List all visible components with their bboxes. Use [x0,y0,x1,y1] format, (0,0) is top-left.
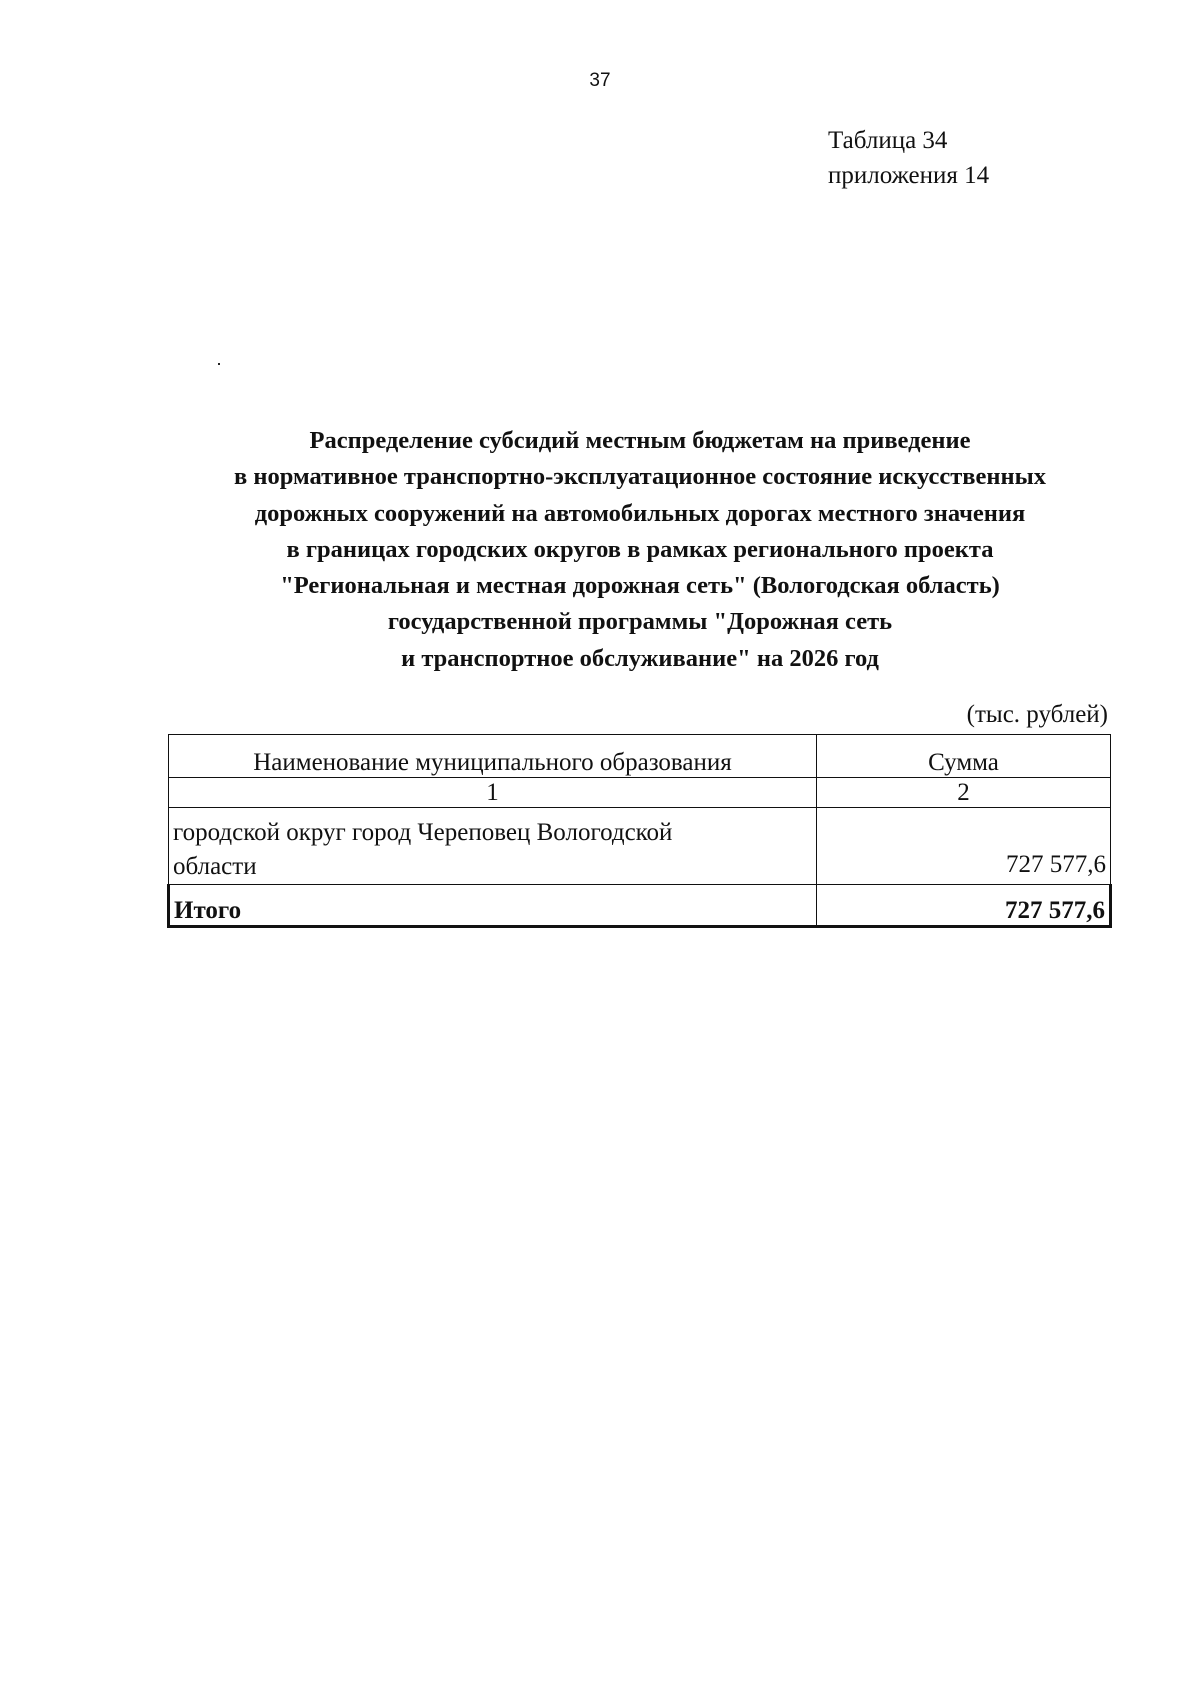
table-header-row [169,735,1111,778]
title-line: "Региональная и местная дорожная сеть" (Вологодская область) [280,572,1000,600]
total-amount: 727 577,6 [817,885,1111,927]
document-title [130,423,1150,677]
municipality-name-line-1: городской округ город Череповец Вологодской [173,819,673,846]
title-line: государственной программы "Дорожная сеть [387,608,893,636]
title-line: Распределение субсидий местным бюджетам на приведение [309,427,971,454]
amount-cell: 727 577,6 [817,808,1111,885]
table-reference [828,123,989,193]
municipality-name-line-2: области [173,853,257,880]
title-line: в нормативное транспортно-эксплуатационное состояние искусственных [234,463,1046,491]
title-line: в границах городских округов в рамках регионального проекта [286,535,994,563]
table-row [169,808,1111,885]
municipality-name-cell [169,808,817,885]
subsidy-table [167,734,1112,928]
table-reference-line-2: приложения 14 [828,162,990,189]
column-number-row [169,778,1111,808]
header-municipality: Наименование муниципального образования [169,735,817,778]
column-number-2: 2 [817,778,1111,808]
page-number: 37 [589,70,611,91]
table-reference-line-1: Таблица 34 [828,127,948,154]
title-line: и транспортное обслуживание" на 2026 год [401,644,879,672]
title-line: дорожных сооружений на автомобильных дорогах местного значения [254,499,1026,527]
scan-speck [218,363,220,365]
total-row [169,885,1111,927]
total-label: Итого [169,885,817,927]
units-label: (тыс. рублей) [966,701,1108,728]
column-number-1: 1 [169,778,817,808]
header-amount: Сумма [817,735,1111,778]
